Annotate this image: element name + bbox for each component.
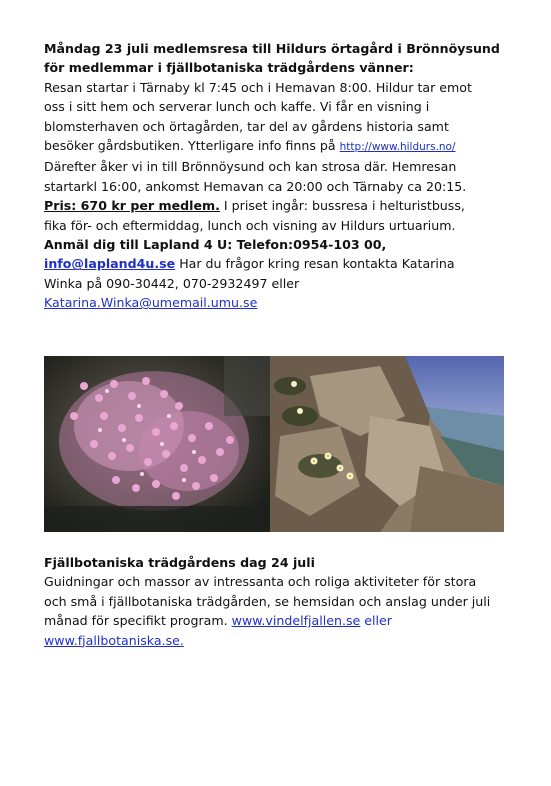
event1-text-line8: fika för- och eftermiddag, lunch och visning av Hildurs urtuarium. <box>44 217 456 233</box>
vindelfjallen-link[interactable]: www.vindelfjallen.se <box>231 613 361 629</box>
event1-text-line1: Resan startar i Tärnaby kl 7:45 och i Hemavan 8:00. Hildur tar emot <box>44 79 472 95</box>
contact-line <box>44 254 514 273</box>
mountain-flowers-photo <box>270 356 504 532</box>
event2-line3-text: månad för specifikt program. <box>44 613 232 629</box>
event1-text-line4 <box>44 136 514 157</box>
photo-strip <box>44 356 504 532</box>
fjallbotaniska-link[interactable]: www.fjallbotaniska.se. <box>44 632 184 648</box>
event1-text-line6: startarkl 16:00, ankomst Hemavan ca 20:00 och Tärnaby ca 20:15. <box>44 178 467 194</box>
event2-text-line4 <box>44 631 514 650</box>
katarina-email-link[interactable]: Katarina.Winka@umemail.umu.se <box>44 295 258 311</box>
price-line-rest: I priset ingår: bussresa i helturistbuss, <box>219 198 465 214</box>
price-text: Pris: 670 kr per medlem. <box>44 198 220 214</box>
event2-text-line3 <box>44 611 514 630</box>
event2-text-line1: Guidningar och massor av intressanta och roliga aktiviteter för stora <box>44 574 477 590</box>
event1-text-line3: blomsterhaven och örtagården, tar del av gårdens historia samt <box>44 118 449 134</box>
hildurs-link[interactable]: http://www.hildurs.no/ <box>339 141 456 154</box>
link-separator: eller <box>360 613 392 629</box>
event1-text-line11: Winka på 090-30442, 070-2932497 eller <box>44 275 300 291</box>
moss-campion-photo <box>44 356 270 532</box>
event2-heading: Fjällbotaniska trädgårdens dag 24 juli <box>44 555 315 570</box>
event1-section <box>44 39 514 313</box>
event1-heading-line1: Måndag 23 juli medlemsresa till Hildurs örtagård i Brönnöysund <box>44 41 500 56</box>
signup-line: Anmäl dig till Lapland 4 U: Telefon:0954-103 00, <box>44 237 387 253</box>
contact-line-rest: Har du frågor kring resan kontakta Katarina <box>175 256 455 272</box>
event1-heading-line2: för medlemmar i fjällbotaniska trädgårdens vänner: <box>44 60 414 76</box>
event2-section <box>44 553 514 650</box>
email-line <box>44 293 514 312</box>
event1-text-line5: Därefter åker vi in till Brönnöysund och kan strosa där. Hemresan <box>44 159 457 175</box>
event1-price-line <box>44 196 514 215</box>
event2-text-line2: och små i fjällbotaniska trädgården, se hemsidan och anslag under juli <box>44 593 491 609</box>
event1-text-line2: oss i sitt hem och serverar lunch och kaffe. Vi får en visning i <box>44 99 430 115</box>
event1-line4-text: besöker gårdsbutiken. Ytterligare info finns på <box>44 138 340 154</box>
lapland-email-link[interactable]: info@lapland4u.se <box>44 256 176 272</box>
